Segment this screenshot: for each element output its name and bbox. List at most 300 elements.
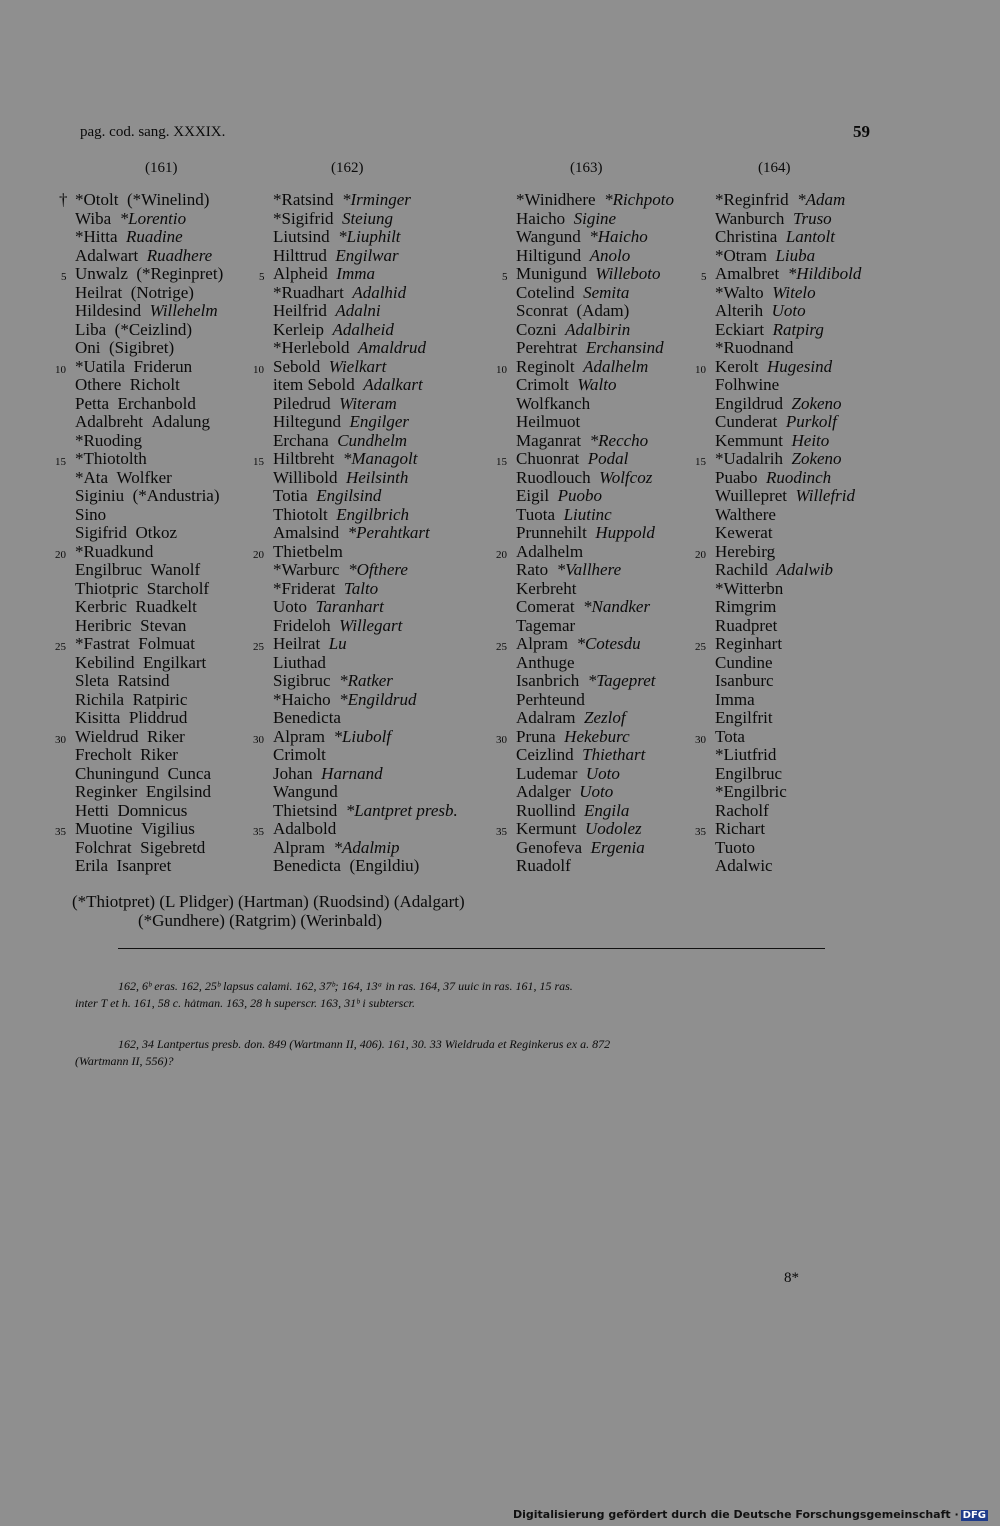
name-entry	[715, 302, 861, 321]
name-entry	[516, 210, 674, 229]
secondary-name: *Ratker	[339, 671, 393, 690]
name-entry	[516, 432, 674, 451]
primary-name: Adalger	[516, 782, 571, 801]
name-entry	[75, 228, 223, 247]
name-entry	[75, 432, 223, 451]
name-entry	[516, 524, 674, 543]
primary-name: Cundine	[715, 652, 773, 672]
secondary-name: *Cotesdu	[576, 634, 641, 653]
primary-name: *Thiotolth	[75, 449, 147, 468]
primary-name: Prunnehilt	[516, 523, 587, 542]
name-entry	[75, 506, 223, 525]
name-entry	[715, 524, 861, 543]
name-entry	[516, 839, 674, 858]
primary-name: Eckiart	[715, 319, 765, 339]
primary-name: *Otolt	[75, 190, 119, 209]
primary-name: Frecholt	[75, 745, 132, 764]
name-entry	[516, 691, 674, 710]
secondary-name: Sigine	[573, 208, 617, 228]
line-number: 20	[496, 548, 507, 561]
name-entry	[273, 302, 458, 321]
name-entry	[273, 191, 458, 210]
name-entry	[75, 210, 223, 229]
line-number: 35	[55, 826, 66, 838]
name-entry	[75, 691, 223, 710]
name-entry	[273, 321, 458, 340]
name-entry	[75, 376, 223, 395]
running-header: pag. cod. sang. XXXIX.	[80, 124, 226, 140]
primary-name: Reginhart	[715, 634, 783, 653]
name-column-162	[253, 190, 458, 876]
primary-name: Kerbric	[75, 597, 127, 616]
primary-name: Liuthad	[273, 652, 326, 672]
primary-name: Kermunt	[516, 819, 577, 838]
page-number: 59	[853, 122, 870, 141]
primary-name: Isanburc	[715, 671, 774, 690]
primary-name: Engildrud	[715, 393, 783, 413]
primary-name: *Liutfrid	[715, 745, 777, 764]
secondary-name: Vigilius	[141, 819, 195, 838]
primary-name: Adalbreht	[75, 412, 143, 431]
bracketed-names-line-1: (*Thiotpret) (L Plidger) (Hartman) (Ruodsind) (Adalgart)	[72, 892, 465, 911]
name-entry	[715, 321, 861, 340]
secondary-name: Starcholf	[146, 578, 210, 598]
line-number: 5	[502, 271, 508, 283]
secondary-name: Ruadkelt	[135, 597, 197, 616]
name-entry	[715, 247, 861, 266]
bracketed-names-line-2: (*Gundhere) (Ratgrim) (Werinbald)	[138, 911, 383, 930]
primary-name: Wolfkanch	[516, 393, 591, 413]
primary-name: Amalbret	[715, 264, 780, 283]
column-heading-162: (162)	[331, 160, 364, 176]
primary-name: Oni	[75, 338, 101, 357]
secondary-name: *Liuphilt	[338, 227, 401, 246]
primary-name: Kisitta	[75, 708, 121, 727]
name-entry	[715, 857, 861, 876]
name-entry	[516, 506, 674, 525]
primary-name: Christina	[715, 227, 778, 246]
secondary-name: Wolfker	[116, 467, 172, 487]
secondary-name: Taranhart	[315, 597, 384, 616]
secondary-name: Uodolez	[584, 819, 642, 838]
secondary-name: Adalhid	[352, 282, 407, 302]
secondary-name: *Richpoto	[604, 190, 674, 209]
primary-name: *Engilbric	[715, 782, 787, 801]
secondary-name: (*Ceizlind)	[114, 319, 193, 339]
name-entry	[715, 210, 861, 229]
name-entry	[273, 691, 458, 710]
name-entry	[273, 524, 458, 543]
name-entry	[75, 857, 223, 876]
footnote-divider	[118, 948, 825, 949]
primary-name: Isanbrich	[516, 671, 580, 690]
primary-name: Tota	[715, 726, 745, 746]
secondary-name: Ruadhere	[146, 245, 213, 265]
primary-name: *Hitta	[75, 227, 118, 246]
primary-name: item Sebold	[273, 375, 355, 394]
primary-name: *Ruoding	[75, 430, 143, 450]
name-entry	[75, 839, 223, 858]
primary-name: Comerat	[516, 597, 575, 616]
dfg-credit-text: Digitalisierung gefördert durch die Deutsche Forschungsgemeinschaft ·	[512, 1508, 959, 1521]
name-entry	[516, 339, 674, 358]
secondary-name: Adalwib	[776, 560, 834, 579]
secondary-name: Ruadine	[126, 227, 183, 246]
name-entry	[273, 580, 458, 599]
line-number: 30	[253, 733, 264, 746]
secondary-name: (Adam)	[576, 301, 630, 320]
name-entry	[55, 449, 223, 469]
secondary-name: *Managolt	[342, 449, 418, 468]
primary-name: Thietsind	[273, 800, 338, 820]
name-entry	[273, 802, 458, 821]
secondary-name: Heilsinth	[345, 467, 409, 487]
secondary-name: Hekeburc	[564, 726, 630, 746]
footnote-line-2: inter T et h. 161, 58 c. hȧtman. 163, 28 h superscr. 163, 31ᵇ i subterscr.	[75, 996, 416, 1010]
name-entry	[715, 617, 861, 636]
secondary-name: Willefrid	[795, 486, 856, 505]
name-entry	[516, 561, 674, 580]
primary-name: Heilrat	[75, 282, 123, 302]
primary-name: *Witterbn	[715, 578, 784, 598]
primary-name: *Haicho	[273, 689, 331, 709]
secondary-name: Pliddrud	[128, 708, 188, 727]
primary-name: Engilfrit	[715, 708, 773, 727]
line-number: 15	[496, 456, 507, 468]
secondary-name: Steiung	[341, 208, 393, 228]
name-entry	[715, 376, 861, 395]
secondary-name: Engilbrich	[336, 504, 409, 524]
secondary-name: Liutinc	[563, 504, 612, 524]
name-entry	[715, 765, 861, 784]
name-entry	[75, 598, 223, 617]
name-entry	[273, 413, 458, 432]
secondary-name: *Tagepret	[587, 671, 656, 690]
name-entry	[715, 228, 861, 247]
secondary-name: Wanolf	[150, 560, 201, 579]
secondary-name: Adalbirin	[565, 319, 631, 339]
secondary-name: Erchanbold	[117, 393, 196, 413]
name-entry	[273, 395, 458, 414]
secondary-name: (*Winelind)	[126, 190, 210, 209]
primary-name: Haicho	[516, 208, 566, 228]
line-number: 25	[253, 641, 264, 653]
primary-name: Adalhelm	[516, 541, 584, 561]
name-entry	[695, 356, 861, 377]
primary-name: Perehtrat	[516, 338, 578, 357]
name-entry	[273, 339, 458, 358]
primary-name: Kerolt	[715, 356, 759, 376]
secondary-name: *Vallhere	[556, 560, 622, 579]
secondary-name: Heito	[791, 430, 830, 450]
name-entry	[516, 783, 674, 802]
primary-name: *Warburc	[273, 560, 340, 579]
name-entry	[55, 356, 223, 377]
line-number: 10	[253, 363, 264, 376]
secondary-name: Purkolf	[785, 412, 837, 431]
secondary-name: Amaldrud	[357, 338, 426, 357]
secondary-name: Harnand	[321, 763, 383, 783]
name-entry	[273, 783, 458, 802]
line-number: 30	[55, 733, 66, 746]
primary-name: Alpram	[273, 726, 325, 746]
name-entry	[259, 264, 458, 284]
secondary-name: *Ofthere	[348, 560, 408, 579]
primary-name: Sebold	[273, 356, 321, 376]
secondary-name: Ratpiric	[132, 689, 188, 709]
name-entry	[715, 561, 861, 580]
secondary-name: Adalung	[151, 412, 211, 431]
secondary-name: (Sigibret)	[109, 338, 175, 357]
primary-name: Hiltegund	[273, 412, 341, 431]
primary-name: Cotelind	[516, 282, 575, 302]
name-entry	[75, 672, 223, 691]
line-number: 5	[61, 271, 67, 283]
primary-name: Racholf	[715, 800, 769, 820]
name-entry	[516, 302, 674, 321]
name-entry	[715, 413, 861, 432]
primary-name: Reginker	[75, 782, 138, 801]
name-entry	[273, 709, 458, 728]
secondary-name: Semita	[583, 282, 630, 302]
primary-name: Pruna	[516, 726, 556, 746]
name-entry	[75, 395, 223, 414]
name-entry	[273, 654, 458, 673]
name-column-164	[695, 190, 862, 876]
primary-name: Amalsind	[273, 523, 340, 542]
secondary-name: *Lorentio	[119, 208, 187, 228]
primary-name: *Fastrat	[75, 634, 130, 653]
secondary-name: Witelo	[772, 282, 816, 302]
name-entry	[55, 726, 223, 747]
primary-name: Herebirg	[715, 541, 776, 561]
name-entry	[516, 191, 674, 210]
name-entry	[55, 541, 223, 562]
secondary-name: Engilkart	[143, 652, 207, 672]
primary-name: Wanburch	[715, 208, 785, 228]
primary-name: *Ruadkund	[75, 541, 154, 561]
primary-name: Othere	[75, 375, 122, 394]
secondary-name: Isanpret	[116, 856, 172, 875]
primary-name: Wangund	[273, 782, 338, 801]
name-entry	[273, 857, 458, 876]
primary-name: Frideloh	[273, 615, 331, 635]
name-entry	[516, 598, 674, 617]
secondary-name: Otkoz	[135, 523, 177, 542]
primary-name: Ruodlouch	[516, 467, 591, 487]
primary-name: Kerleip	[273, 319, 324, 339]
primary-name: Alpram	[516, 634, 568, 653]
dfg-logo: DFG	[962, 1510, 986, 1521]
secondary-name: Witeram	[339, 393, 397, 413]
name-entry	[273, 672, 458, 691]
signature-mark: 8*	[784, 1270, 799, 1286]
primary-name: Ruadpret	[715, 615, 778, 635]
name-entry	[273, 746, 458, 765]
primary-name: Benedicta	[273, 856, 341, 875]
name-entry	[75, 617, 223, 636]
primary-name: Uoto	[273, 597, 307, 616]
name-entry	[75, 524, 223, 543]
primary-name: Crimolt	[516, 375, 569, 394]
name-entry	[715, 580, 861, 599]
primary-name: Ruollind	[516, 800, 576, 820]
primary-name: *Ruadhart	[273, 282, 344, 302]
primary-name: Thietbelm	[273, 541, 343, 561]
primary-name: Wuillepret	[715, 486, 788, 505]
column-heading-163: (163)	[570, 160, 603, 176]
primary-name: Liutsind	[273, 227, 330, 246]
secondary-name: Thiethart	[582, 745, 646, 764]
primary-name: Heilrat	[273, 634, 321, 653]
name-entry	[55, 819, 223, 839]
secondary-name: Hugesind	[766, 356, 833, 376]
secondary-name: Stevan	[140, 615, 187, 635]
secondary-name: *Liubolf	[333, 726, 392, 746]
name-entry	[273, 617, 458, 636]
primary-name: Imma	[715, 689, 755, 709]
name-entry	[516, 284, 674, 303]
primary-name: Ruadolf	[516, 856, 571, 875]
primary-name: *Friderat	[273, 578, 336, 598]
name-entry	[516, 376, 674, 395]
name-entry	[75, 321, 223, 340]
name-entry	[715, 802, 861, 821]
name-entry	[715, 506, 861, 525]
dagger-mark: †	[59, 190, 68, 209]
secondary-name: *Lantpret presb.	[345, 800, 458, 820]
name-entry	[516, 487, 674, 506]
name-entry	[75, 561, 223, 580]
name-entry	[55, 634, 223, 654]
name-entry	[516, 765, 674, 784]
primary-name: Petta	[75, 393, 109, 413]
name-entry	[496, 726, 674, 747]
line-number: 35	[496, 826, 507, 838]
secondary-name: Zokeno	[791, 393, 842, 413]
primary-name: Kewerat	[715, 523, 773, 542]
secondary-name: Folmuat	[138, 634, 195, 653]
primary-name: Tagemar	[516, 615, 576, 635]
primary-name: *Uatila	[75, 356, 126, 376]
name-entry	[516, 469, 674, 488]
line-number: 10	[55, 363, 66, 376]
primary-name: Rato	[516, 560, 549, 579]
name-entry	[75, 802, 223, 821]
secondary-name: Imma	[336, 264, 375, 283]
primary-name: Tuota	[516, 504, 556, 524]
name-entry	[253, 449, 458, 469]
name-entry	[273, 839, 458, 858]
primary-name: Eigil	[516, 486, 550, 505]
name-entry	[516, 654, 674, 673]
name-entry	[75, 654, 223, 673]
name-entry	[75, 302, 223, 321]
line-number: 15	[695, 456, 706, 468]
secondary-name: Adalkart	[363, 375, 423, 394]
primary-name: Sigibruc	[273, 671, 331, 690]
primary-name: *Ratsind	[273, 190, 334, 209]
line-number: 20	[253, 548, 264, 561]
name-entry	[502, 264, 674, 284]
primary-name: Folchrat	[75, 837, 132, 857]
primary-name: Alterih	[715, 301, 764, 320]
secondary-name: *Engildrud	[339, 689, 417, 709]
secondary-name: Riker	[147, 726, 185, 746]
primary-name: Munigund	[516, 264, 587, 283]
line-number: 15	[253, 456, 264, 468]
primary-name: Kebilind	[75, 652, 135, 672]
primary-name: Adalbold	[273, 819, 337, 838]
secondary-name: *Adam	[797, 190, 846, 209]
primary-name: Rachild	[715, 560, 768, 579]
secondary-name: Adalni	[335, 301, 381, 320]
secondary-name: Lantolt	[785, 227, 835, 246]
line-number: 15	[55, 456, 66, 468]
secondary-name: *Adalmip	[333, 837, 400, 857]
name-entry	[715, 191, 861, 210]
primary-name: Crimolt	[273, 745, 326, 764]
secondary-name: Ergenia	[590, 837, 645, 857]
secondary-name: *Perahtkart	[347, 523, 430, 542]
line-number: 30	[496, 733, 507, 746]
primary-name: *Winidhere	[516, 190, 596, 209]
primary-name: Kerbreht	[516, 578, 577, 598]
line-number: 35	[695, 826, 706, 838]
primary-name: Genofeva	[516, 837, 583, 857]
name-entry	[695, 726, 861, 747]
secondary-name: (*Andustria)	[132, 486, 220, 505]
name-entry	[715, 654, 861, 673]
primary-name: Tuoto	[715, 837, 756, 857]
primary-name: Thiotolt	[273, 504, 328, 524]
primary-name: Kemmunt	[715, 430, 783, 450]
secondary-name: (Engildiu)	[349, 856, 420, 875]
name-entry	[715, 487, 861, 506]
name-entry	[516, 580, 674, 599]
primary-name: Hiltigund	[516, 245, 582, 265]
secondary-name: Podal	[587, 449, 629, 468]
name-entry	[273, 376, 458, 395]
primary-name: Siginiu	[75, 486, 125, 505]
name-entry	[715, 284, 861, 303]
primary-name: Willibold	[273, 467, 338, 487]
secondary-name: Puobo	[557, 486, 602, 505]
name-entry	[516, 413, 674, 432]
secondary-name: (Notrige)	[130, 282, 194, 302]
name-entry	[75, 284, 223, 303]
secondary-name: Truso	[792, 208, 832, 228]
primary-name: Adalwic	[715, 856, 773, 875]
primary-name: Cozni	[516, 319, 557, 339]
name-entry	[273, 487, 458, 506]
secondary-name: Wielkart	[328, 356, 387, 376]
primary-name: *Ata	[75, 467, 109, 487]
secondary-name: Riker	[140, 745, 178, 764]
name-entry	[75, 247, 223, 266]
primary-name: Maganrat	[516, 430, 582, 450]
dfg-credit	[513, 1508, 988, 1521]
line-number: 5	[259, 271, 265, 283]
line-number: 5	[701, 271, 707, 283]
secondary-name: Erchansind	[585, 338, 664, 357]
primary-name: Adalwart	[75, 245, 139, 265]
primary-name: Richila	[75, 689, 125, 709]
secondary-name: Engilwar	[335, 245, 399, 265]
primary-name: Adalram	[516, 708, 576, 727]
name-entry	[496, 541, 674, 562]
primary-name: Perhteund	[516, 689, 585, 709]
